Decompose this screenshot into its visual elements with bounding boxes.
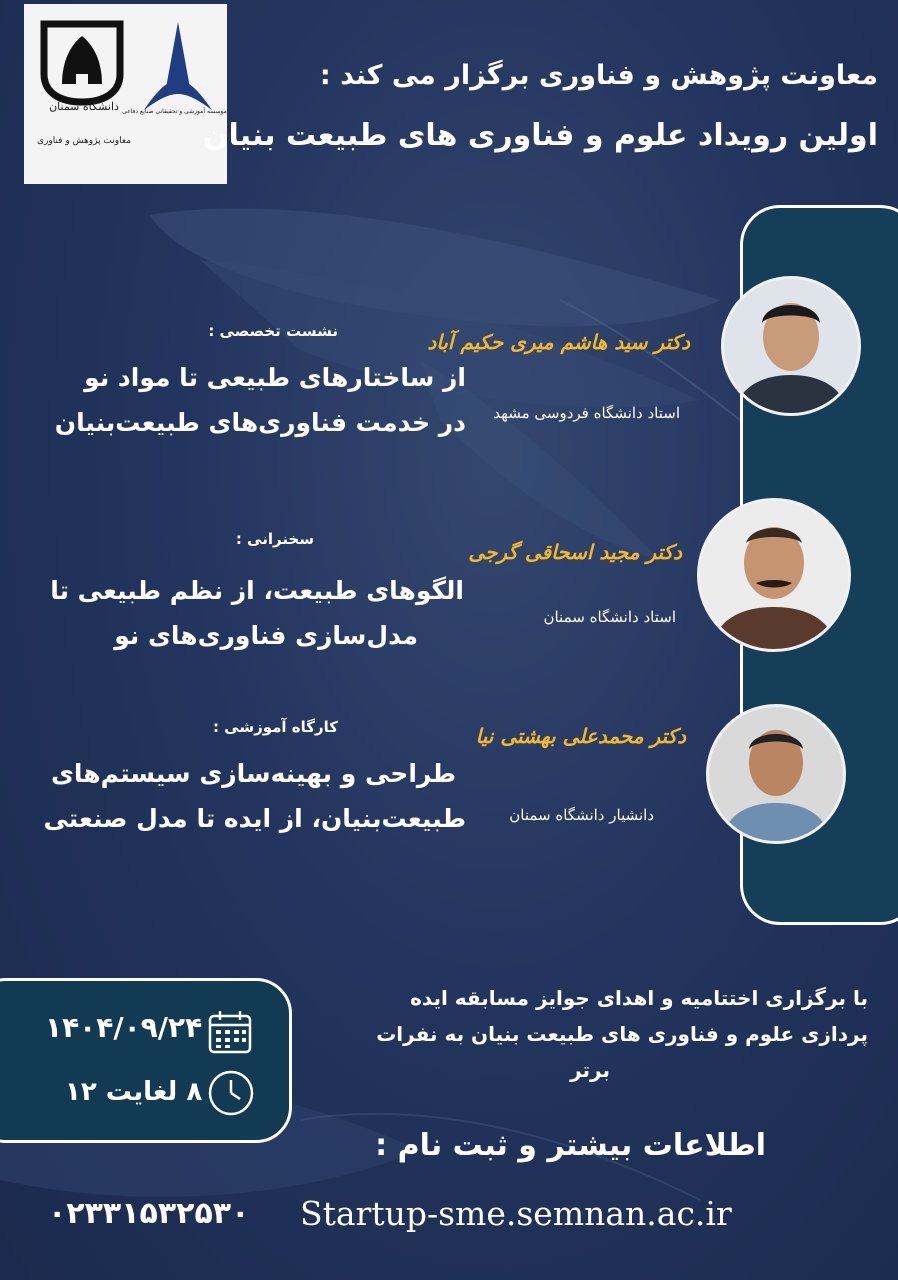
speaker-role-2: استاد دانشگاه سمنان — [543, 608, 676, 626]
clock-icon — [207, 1069, 255, 1117]
contact-phone[interactable]: ۰۲۳۳۱۵۳۲۵۳۰ — [48, 1196, 250, 1231]
university-name-caption: دانشگاه سمنان — [49, 100, 119, 113]
speaker-photo-3 — [706, 704, 846, 844]
session-title-1-line1: از ساختارهای طبیعی تا مواد نو — [84, 363, 466, 392]
event-date: ۱۴۰۴/۰۹/۲۴ — [45, 1011, 203, 1044]
calendar-icon — [207, 1009, 253, 1055]
logo-panel — [24, 4, 227, 184]
person-icon — [700, 501, 848, 649]
speaker-photo-2 — [697, 498, 851, 652]
organizer-heading: معاونت پژوهش و فناوری برگزار می کند : — [319, 60, 878, 91]
session-type-3: کارگاه آموزشی : — [212, 718, 338, 736]
session-title-2-line2: مدل‌سازی فناوری‌های نو — [114, 621, 418, 650]
speaker-name-1: دکتر سید هاشم میری حکیم آباد — [427, 330, 690, 354]
closing-text-line1: با برگزاری اختتامیه و اهدای جوایز مسابقه ایده — [410, 986, 868, 1010]
person-icon — [709, 707, 843, 841]
session-type-2: سخنرانی : — [235, 530, 314, 548]
closing-text-line2: پردازی علوم و فناوری های طبیعت بنیان به نفرات — [376, 1022, 868, 1046]
session-type-1: نشست تخصصی : — [208, 322, 338, 340]
speaker-name-2: دکتر مجید اسحاقی گرجی — [468, 540, 682, 564]
session-title-3-line1: طراحی و بهینه‌سازی سیستم‌های — [50, 759, 456, 788]
date-time-panel — [0, 978, 292, 1143]
speaker-name-3: دکتر محمدعلی بهشتی نیا — [475, 724, 686, 748]
closing-text-line3: برتر — [570, 1058, 610, 1082]
session-title-1-line2: در خدمت فناوری‌های طبیعت‌بنیان — [54, 408, 466, 437]
speaker-photo-1 — [721, 276, 861, 416]
semnan-university-logo — [32, 14, 132, 174]
speaker-role-3: دانشیار دانشگاه سمنان — [509, 806, 654, 824]
speaker-role-1: استاد دانشگاه فردوسی مشهد — [493, 404, 680, 422]
research-deputy-caption: معاونت پژوهش و فناوری — [36, 136, 132, 146]
event-title: اولین رویداد علوم و فناوری های طبیعت بنیان — [202, 118, 878, 153]
person-icon — [724, 279, 858, 413]
session-title-2-line1: الگوهای طبیعت، از نظم طبیعی تا — [50, 576, 464, 605]
registration-info-title: اطلاعات بیشتر و ثبت نام : — [375, 1128, 766, 1163]
institute-name-caption: موسسه آموزشی و تحقیقاتی صنایع دفاعی — [122, 108, 227, 115]
session-title-3-line2: طبیعت‌بنیان، از ایده تا مدل صنعتی — [43, 804, 466, 833]
registration-website-link[interactable]: Startup-sme.semnan.ac.ir — [300, 1194, 732, 1233]
event-time: ۸ لغایت ۱۲ — [65, 1077, 203, 1107]
